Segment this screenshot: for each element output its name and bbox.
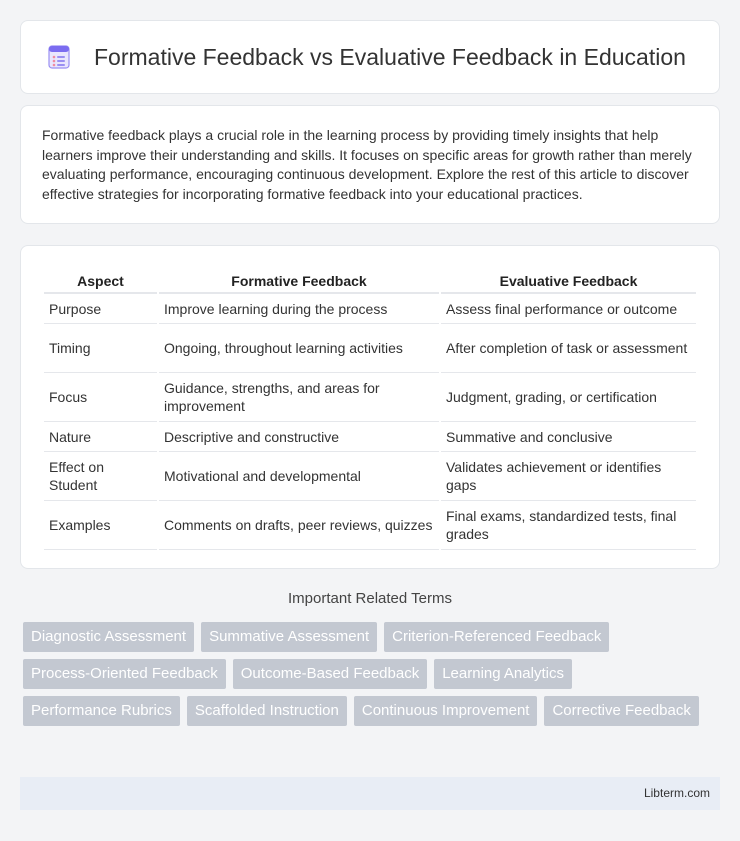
related-term-tag[interactable]: Outcome-Based Feedback bbox=[233, 659, 427, 689]
table-cell: Motivational and developmental bbox=[159, 452, 439, 501]
table-cell: Validates achievement or identifies gaps bbox=[441, 452, 696, 501]
related-term-tag[interactable]: Process-Oriented Feedback bbox=[23, 659, 226, 689]
table-cell: Judgment, grading, or certification bbox=[441, 373, 696, 422]
comparison-table bbox=[42, 266, 698, 550]
related-term-tag[interactable]: Scaffolded Instruction bbox=[187, 696, 347, 726]
table-row bbox=[44, 422, 696, 452]
table-cell: Timing bbox=[44, 324, 157, 373]
table-row bbox=[44, 501, 696, 550]
table-cell: Improve learning during the process bbox=[159, 294, 439, 324]
document-list-icon bbox=[46, 44, 72, 70]
table-row bbox=[44, 324, 696, 373]
table-cell: Focus bbox=[44, 373, 157, 422]
table-cell: Descriptive and constructive bbox=[159, 422, 439, 452]
related-term-tag[interactable]: Continuous Improvement bbox=[354, 696, 538, 726]
comparison-table-card bbox=[20, 245, 720, 569]
table-row bbox=[44, 373, 696, 422]
related-terms-title: Important Related Terms bbox=[288, 590, 452, 607]
related-term-tag[interactable]: Summative Assessment bbox=[201, 622, 377, 652]
table-cell: Examples bbox=[44, 501, 157, 550]
table-row bbox=[44, 294, 696, 324]
table-row bbox=[44, 452, 696, 501]
table-cell: Effect on Student bbox=[44, 452, 157, 501]
related-term-tag[interactable]: Diagnostic Assessment bbox=[23, 622, 194, 652]
table-cell: Summative and conclusive bbox=[441, 422, 696, 452]
related-term-tag[interactable]: Learning Analytics bbox=[434, 659, 572, 689]
table-cell: Purpose bbox=[44, 294, 157, 324]
related-term-tag[interactable]: Corrective Feedback bbox=[544, 696, 698, 726]
table-cell: Guidance, strengths, and areas for improvement bbox=[159, 373, 439, 422]
table-cell: Assess final performance or outcome bbox=[441, 294, 696, 324]
table-cell: Nature bbox=[44, 422, 157, 452]
table-cell: Comments on drafts, peer reviews, quizzes bbox=[159, 501, 439, 550]
intro-card bbox=[20, 105, 720, 224]
page-title: Formative Feedback vs Evaluative Feedback in Education bbox=[94, 43, 686, 70]
header-card bbox=[20, 20, 720, 94]
related-term-tag[interactable]: Criterion-Referenced Feedback bbox=[384, 622, 609, 652]
footer bbox=[20, 777, 720, 810]
intro-text: Formative feedback plays a crucial role in the learning process by providing timely insights that help learners improve their understanding and skills. It focuses on specific areas for growth rather than merely evaluating performance, encouraging continuous development. Explore the rest of this article to discover effective strategies for incorporating formative feedback into your educational practices. bbox=[42, 127, 692, 202]
table-header-row bbox=[44, 266, 696, 294]
column-header-aspect: Aspect bbox=[44, 266, 157, 294]
footer-site-link[interactable]: Libterm.com bbox=[643, 786, 710, 800]
column-header-evaluative: Evaluative Feedback bbox=[441, 266, 696, 294]
table-cell: Ongoing, throughout learning activities bbox=[159, 324, 439, 373]
table-cell: After completion of task or assessment bbox=[441, 324, 696, 373]
related-term-tag[interactable]: Performance Rubrics bbox=[23, 696, 180, 726]
related-terms-list bbox=[23, 622, 723, 726]
table-cell: Final exams, standardized tests, final grades bbox=[441, 501, 696, 550]
column-header-formative: Formative Feedback bbox=[159, 266, 439, 294]
